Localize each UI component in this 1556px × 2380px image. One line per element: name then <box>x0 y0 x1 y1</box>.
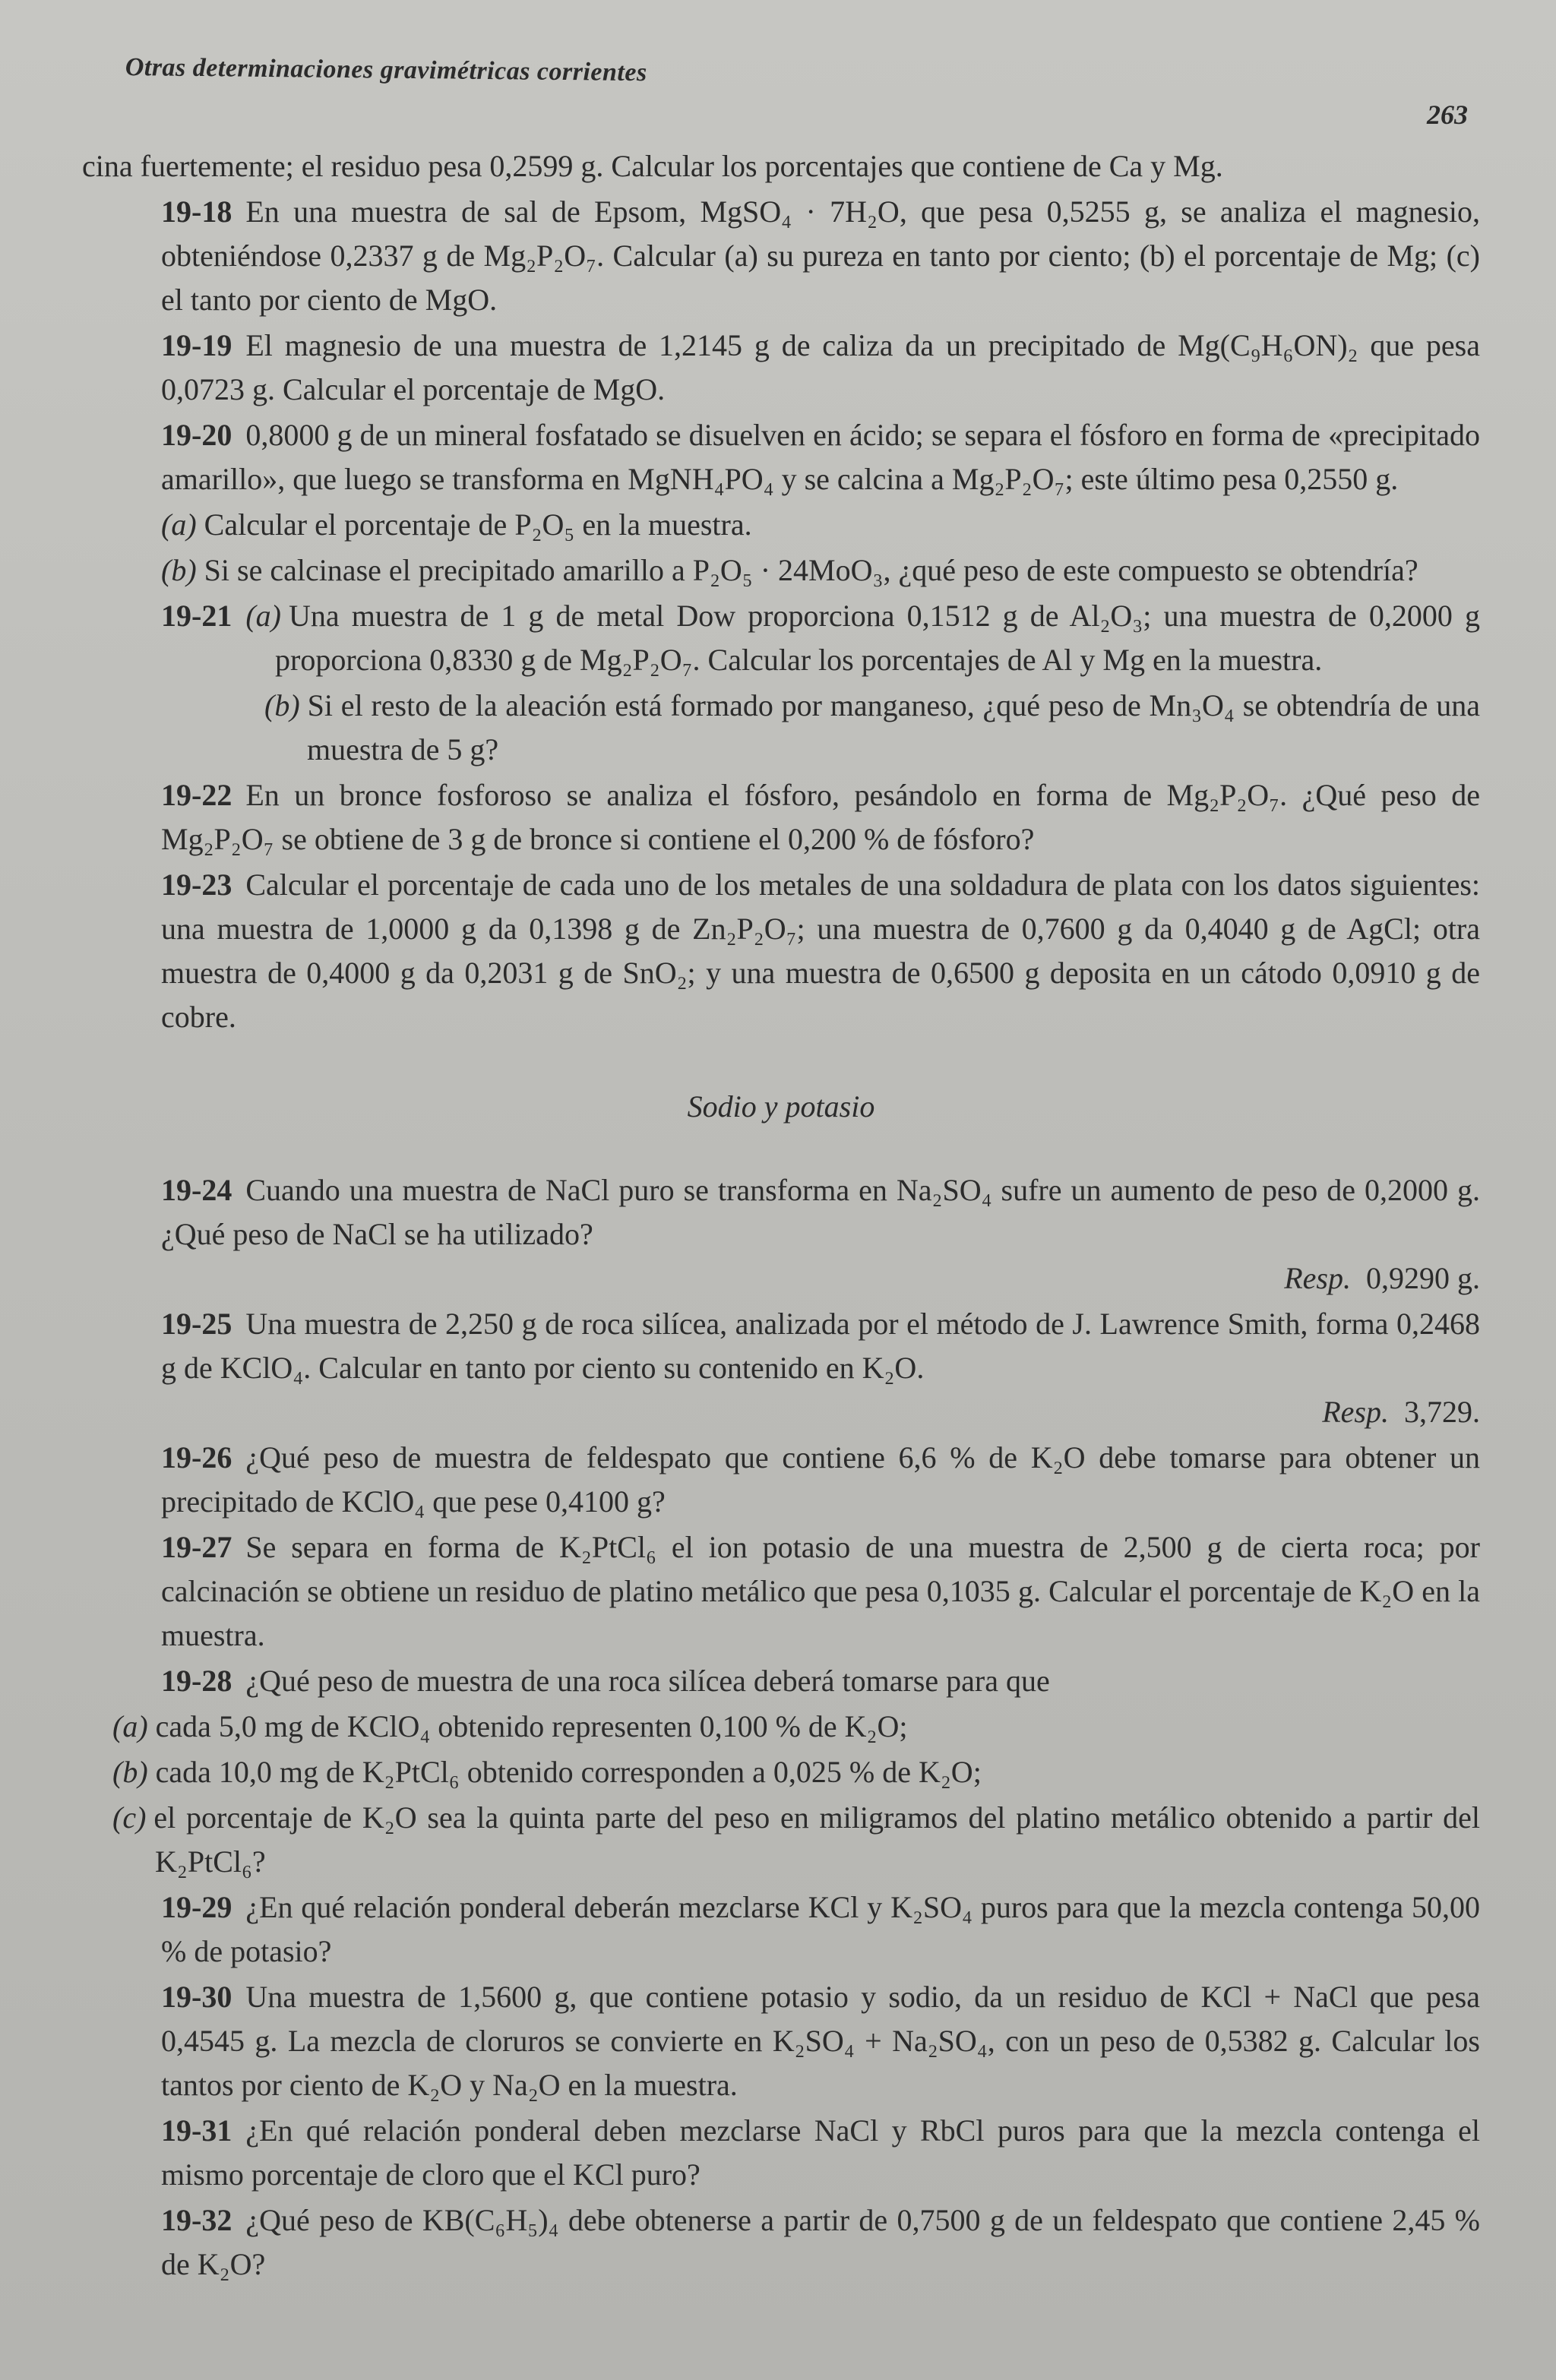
problem-text: ¿En qué relación ponderal deberán mezclarse KCl y K₂SO₄ puros para que la mezcla contenga 50,00 % de potasio? <box>161 1890 1480 1968</box>
problem-text: Calcular el porcentaje de cada uno de los metales de una soldadura de plata con los datos siguientes: una muestra de 1,0000 g da 0,1398 g de Zn₂P₂O₇; una muestra de 0,7600 g da 0,4040 g de AgCl; otra muestra de 0,4000 g da 0,2031 g de SnO₂; y una muestra de 0,6500 g deposita en un cátodo 0,0910 g de cobre. <box>161 868 1480 1034</box>
problem-19-28-part-a <box>82 1705 1480 1749</box>
part-label: (b) <box>264 688 300 722</box>
problem-text: ¿Qué peso de muestra de una roca silícea deberá tomarse para que <box>245 1664 1050 1698</box>
problem-number: 19-28 <box>161 1664 232 1698</box>
problem-text: ¿Qué peso de KB(C₆H₅)₄ debe obtenerse a partir de 0,7500 g de un feldespato que contiene 2,45 % de K₂O? <box>161 2203 1480 2281</box>
problem-19-24 <box>82 1168 1480 1301</box>
part-label: (b) <box>112 1755 148 1789</box>
problem-text: Una muestra de 2,250 g de roca silícea, analizada por el método de J. Lawrence Smith, forma 0,2468 g de KClO₄. Calcular en tanto por ciento su contenido en K₂O. <box>161 1307 1480 1385</box>
problem-number: 19-22 <box>161 778 232 812</box>
continued-text: cina fuertemente; el residuo pesa 0,2599 g. Calcular los porcentajes que contiene de Ca y Mg. <box>82 149 1223 183</box>
part-label: (a) <box>112 1709 148 1743</box>
part-text: Calcular el porcentaje de P₂O₅ en la muestra. <box>204 507 752 542</box>
part-text: cada 10,0 mg de K₂PtCl₆ obtenido corresponden a 0,025 % de K₂O; <box>155 1755 982 1789</box>
problem-number: 19-18 <box>161 194 232 229</box>
problem-number: 19-20 <box>161 418 232 452</box>
part-text: Si el resto de la aleación está formado por manganeso, ¿qué peso de Mn₃O₄ se obtendría de una muestra de 5 g? <box>307 688 1480 766</box>
problem-number: 19-32 <box>161 2203 232 2237</box>
problem-text: En una muestra de sal de Epsom, MgSO₄ · 7H₂O, que pesa 0,5255 g, se analiza el magnesio, obteniéndose 0,2337 g de Mg₂P₂O₇. Calcular (a) su pureza en tanto por ciento; (b) el porcentaje de Mg; (c) el tanto por ciento de MgO. <box>161 194 1480 317</box>
problem-number: 19-25 <box>161 1307 232 1341</box>
section-heading: Sodio y potasio <box>687 1089 875 1124</box>
problem-number: 19-26 <box>161 1440 232 1474</box>
problem-text: El magnesio de una muestra de 1,2145 g de caliza da un precipitado de Mg(C₉H₆ON)₂ que pesa 0,0723 g. Calcular el porcentaje de MgO. <box>161 328 1480 406</box>
problem-19-30 <box>82 1975 1480 2107</box>
problem-19-20-part-a <box>82 503 1480 547</box>
problem-number: 19-31 <box>161 2113 232 2148</box>
part-label: (a) <box>245 599 281 633</box>
problem-19-19 <box>82 324 1480 412</box>
problem-19-22 <box>82 773 1480 861</box>
part-label: (a) <box>161 507 197 542</box>
problem-text: Una muestra de 1,5600 g, que contiene potasio y sodio, da un residuo de KCl + NaCl que pesa 0,4545 g. La mezcla de cloruros se convierte en K₂SO₄ + Na₂SO₄, con un peso de 0,5382 g. Calcular los tantos por ciento de K₂O y Na₂O en la muestra. <box>161 1980 1480 2102</box>
problem-number: 19-21 <box>161 599 232 633</box>
answer <box>161 1256 1480 1301</box>
problem-19-29 <box>82 1885 1480 1974</box>
answer-label: Resp. <box>1322 1395 1389 1429</box>
problem-19-26 <box>82 1436 1480 1524</box>
page-number: 263 <box>1427 100 1468 130</box>
problem-19-28 <box>82 1659 1480 1703</box>
part-text: cada 5,0 mg de KClO₄ obtenido representen 0,100 % de K₂O; <box>155 1709 908 1743</box>
problem-number: 19-23 <box>161 868 232 902</box>
problem-number: 19-19 <box>161 328 232 362</box>
problem-number: 19-29 <box>161 1890 232 1924</box>
part-label: (b) <box>161 553 197 587</box>
answer-value: 3,729. <box>1404 1395 1480 1429</box>
part-text: el porcentaje de K₂O sea la quinta parte del peso en miligramos del platino metálico obtenido a partir del K₂PtCl₆? <box>153 1800 1480 1879</box>
problem-text: ¿Qué peso de muestra de feldespato que contiene 6,6 % de K₂O debe tomarse para obtener un precipitado de KClO₄ que pese 0,4100 g? <box>161 1440 1480 1519</box>
problem-19-28-part-b <box>82 1750 1480 1794</box>
problem-19-18 <box>82 190 1480 322</box>
problem-text: Se separa en forma de K₂PtCl₆ el ion potasio de una muestra de 2,500 g de cierta roca; por calcinación se obtiene un residuo de platino metálico que pesa 0,1035 g. Calcular el porcentaje de K₂O en la muestra. <box>161 1530 1480 1652</box>
part-text: Si se calcinase el precipitado amarillo a P₂O₅ · 24MoO₃, ¿qué peso de este compuesto se obtendría? <box>204 553 1418 587</box>
problem-19-23 <box>82 863 1480 1039</box>
problem-text: 0,8000 g de un mineral fosfatado se disuelven en ácido; se separa el fósforo en forma de «precipitado amarillo», que luego se transforma en MgNH₄PO₄ y se calcina a Mg₂P₂O₇; este último pesa 0,2550 g. <box>161 418 1480 496</box>
problem-19-27 <box>82 1525 1480 1658</box>
problem-19-21 <box>82 594 1480 682</box>
page-body <box>82 144 1480 2288</box>
problem-text: Cuando una muestra de NaCl puro se transforma en Na₂SO₄ sufre un aumento de peso de 0,2000 g. ¿Qué peso de NaCl se ha utilizado? <box>161 1173 1480 1251</box>
problem-number: 19-30 <box>161 1980 232 2014</box>
answer-label: Resp. <box>1284 1261 1351 1295</box>
problem-19-21-part-b <box>82 684 1480 772</box>
problem-19-20 <box>82 413 1480 501</box>
running-title: Otras determinaciones gravimétricas corrientes <box>125 53 647 87</box>
answer <box>161 1390 1480 1434</box>
problem-number: 19-27 <box>161 1530 232 1564</box>
problem-text: ¿En qué relación ponderal deben mezclarse NaCl y RbCl puros para que la mezcla contenga el mismo porcentaje de cloro que el KCl puro? <box>161 2113 1480 2192</box>
problem-19-20-part-b <box>82 548 1480 593</box>
problem-19-25 <box>82 1302 1480 1434</box>
part-text: Una muestra de 1 g de metal Dow proporciona 0,1512 g de Al₂O₃; una muestra de 0,2000 g proporciona 0,8330 g de Mg₂P₂O₇. Calcular los porcentajes de Al y Mg en la muestra. <box>275 599 1480 677</box>
problem-number: 19-24 <box>161 1173 232 1207</box>
part-label: (c) <box>112 1800 147 1835</box>
problem-19-32 <box>82 2198 1480 2287</box>
answer-value: 0,9290 g. <box>1366 1261 1480 1295</box>
problem-text: En un bronce fosforoso se analiza el fósforo, pesándolo en forma de Mg₂P₂O₇. ¿Qué peso de Mg₂P₂O₇ se obtiene de 3 g de bronce si contiene el 0,200 % de fósforo? <box>161 778 1480 856</box>
problem-19-31 <box>82 2109 1480 2197</box>
problem-19-28-part-c <box>82 1796 1480 1884</box>
